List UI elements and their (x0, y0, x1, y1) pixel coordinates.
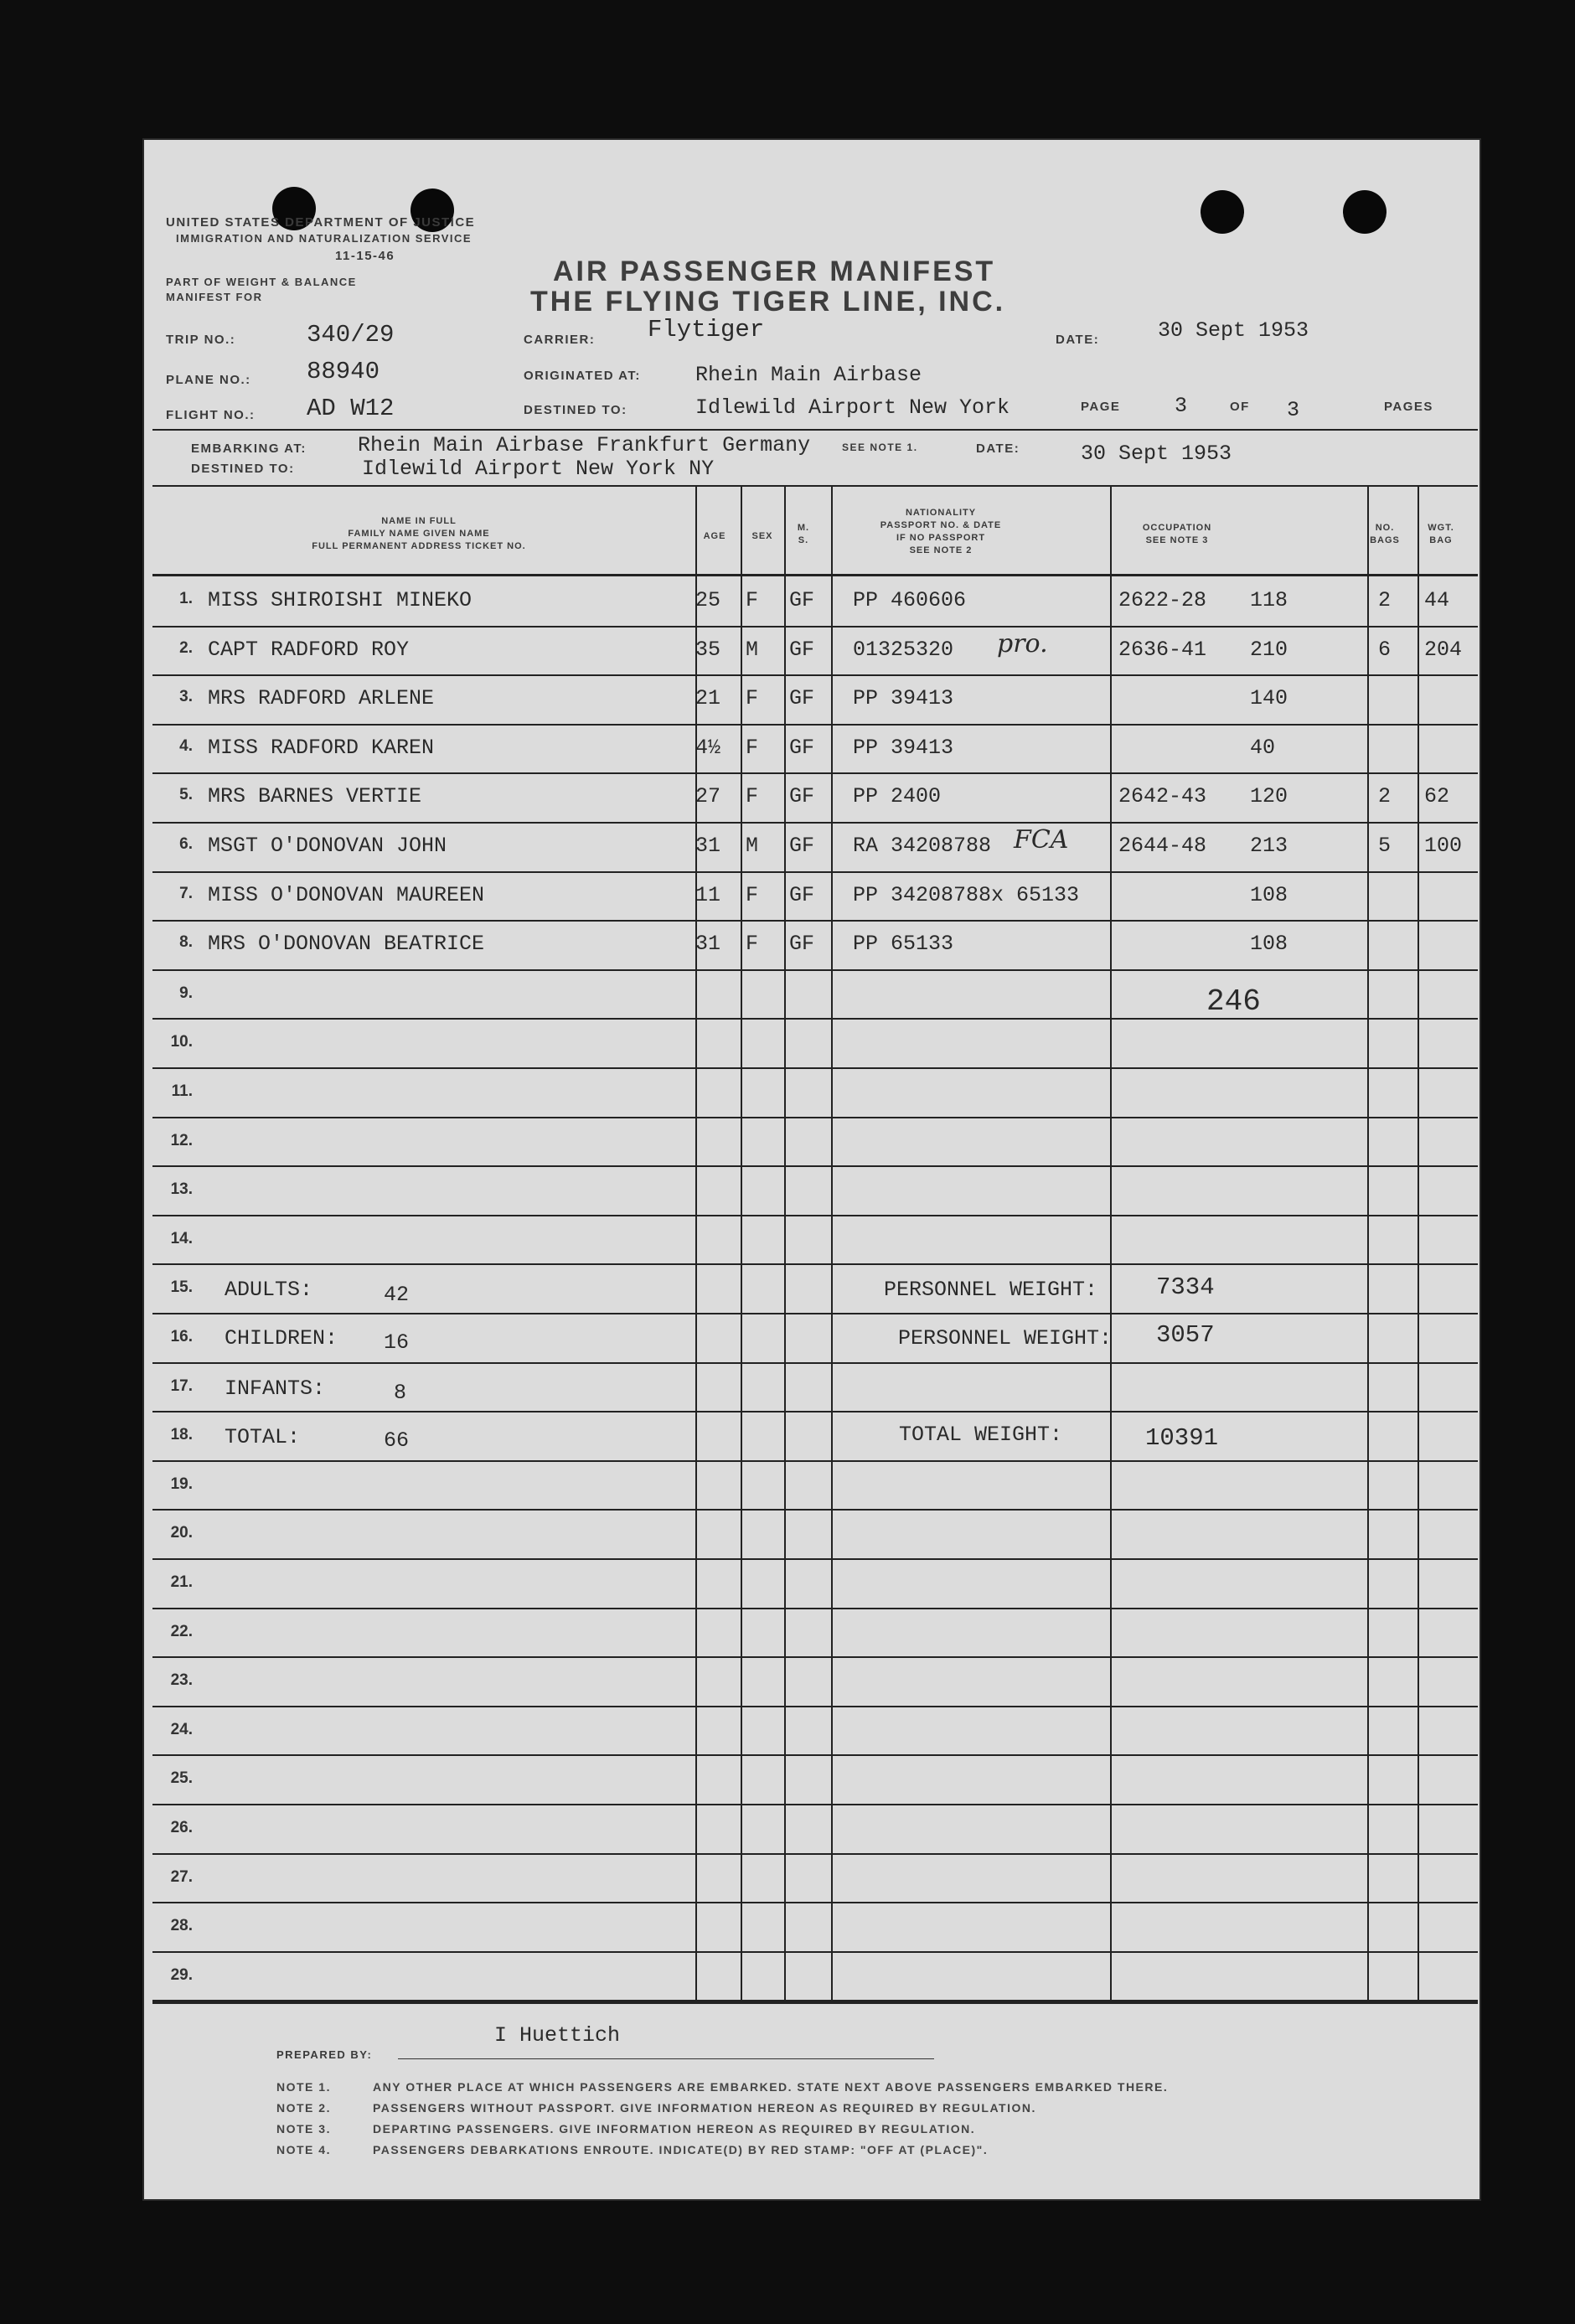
passenger-age: 11 (695, 883, 721, 907)
passenger-ms: GF (789, 588, 815, 612)
passenger-sex: M (746, 834, 759, 858)
grid-row-line (152, 1706, 1478, 1707)
row-number: 24. (170, 1721, 193, 1738)
row-number: 25. (170, 1769, 193, 1787)
total-weight-value: 10391 (1145, 1424, 1219, 1452)
passenger-ms: GF (789, 638, 815, 662)
grid-column-line (784, 485, 786, 2003)
passenger-passport: PP 2400 (853, 784, 942, 808)
row-number: 10. (170, 1033, 193, 1051)
row-number: 4. (179, 737, 193, 755)
passenger-age: 4½ (695, 736, 721, 760)
passenger-passport: PP 39413 (853, 686, 954, 710)
embark-destined-label: DESTINED TO: (191, 462, 295, 476)
form-number: 11-15-46 (335, 249, 395, 263)
col-name-header: NAME IN FULL FAMILY NAME GIVEN NAME FULL PERMANENT ADDRESS TICKET NO. (312, 516, 526, 551)
row-number: 3. (179, 688, 193, 705)
of-label: OF (1230, 400, 1250, 414)
originated-label: ORIGINATED AT: (524, 369, 641, 383)
page-label: PAGE (1081, 400, 1121, 414)
prepared-label: PREPARED BY: (276, 2048, 373, 2061)
col-age-header: AGE (703, 531, 726, 541)
grid-row-line (152, 574, 1478, 576)
row9-total: 246 (1206, 984, 1261, 1019)
passenger-name: MISS RADFORD KAREN (208, 736, 435, 760)
row-number: 17. (170, 1377, 193, 1395)
adults-value: 42 (384, 1283, 410, 1307)
passenger-passport: PP 65133 (853, 932, 954, 956)
grid-row-line (152, 724, 1478, 726)
trip-label: TRIP NO.: (166, 333, 236, 347)
passenger-bag-weight: 62 (1424, 784, 1450, 808)
grid-row-line (152, 1754, 1478, 1756)
grid-row-line (152, 871, 1478, 873)
carrier-title: THE FLYING TIGER LINE, INC. (530, 286, 1006, 318)
plane-label: PLANE NO.: (166, 373, 251, 387)
grid-column-line (1367, 485, 1369, 2003)
row-number: 6. (179, 835, 193, 853)
row-number: 8. (179, 933, 193, 951)
note-label: NOTE 2. (276, 2101, 331, 2115)
note-text: DEPARTING PASSENGERS. GIVE INFORMATION HEREON AS REQUIRED BY REGULATION. (373, 2122, 976, 2135)
handwritten-note: FCA (1014, 825, 1069, 855)
grid-row-line (152, 1656, 1478, 1658)
passenger-weight: 108 (1250, 883, 1288, 907)
pages-label: PAGES (1384, 400, 1433, 414)
dept-line1: UNITED STATES DEPARTMENT OF JUSTICE (166, 215, 476, 230)
dept-line2: IMMIGRATION AND NATURALIZATION SERVICE (176, 232, 472, 245)
passenger-occupation: 2622-28 (1118, 588, 1207, 612)
embark-destined-value: Idlewild Airport New York NY (362, 457, 715, 481)
grid-row-line (152, 1558, 1478, 1560)
passenger-sex: F (746, 784, 759, 808)
col-ms-header: M. S. (797, 523, 810, 545)
prepared-value: I Huettich (494, 2023, 621, 2048)
embark-date-value: 30 Sept 1953 (1081, 442, 1232, 466)
passenger-weight: 213 (1250, 834, 1288, 858)
passenger-passport: PP 460606 (853, 588, 967, 612)
embarking-label: EMBARKING AT: (191, 442, 307, 456)
passenger-sex: M (746, 638, 759, 662)
col-bags-header: NO. BAGS (1370, 523, 1400, 545)
row-number: 16. (170, 1328, 193, 1345)
passenger-name: MSGT O'DONOVAN JOHN (208, 834, 447, 858)
row-number: 15. (170, 1278, 193, 1296)
manifest-paper (142, 138, 1481, 2201)
passenger-occupation: 2644-48 (1118, 834, 1207, 858)
adults-label: ADULTS: (225, 1278, 313, 1302)
row-number: 7. (179, 885, 193, 902)
row-number: 11. (171, 1082, 193, 1100)
passenger-weight: 118 (1250, 588, 1288, 612)
rule (152, 485, 1478, 487)
row-number: 29. (170, 1966, 193, 1984)
passenger-occupation: 2642-43 (1118, 784, 1207, 808)
passenger-age: 31 (695, 932, 721, 956)
grid-column-line (1110, 485, 1112, 2003)
passenger-age: 31 (695, 834, 721, 858)
grid-row-line (152, 1165, 1478, 1167)
note-label: NOTE 4. (276, 2143, 331, 2156)
plane-value: 88940 (307, 358, 380, 385)
handwritten-note: pro. (997, 629, 1048, 658)
col-nationality-header: NATIONALITY PASSPORT NO. & DATE IF NO PASSPORT SEE NOTE 2 (880, 508, 1002, 555)
passenger-ms: GF (789, 686, 815, 710)
passenger-sex: F (746, 932, 759, 956)
col-occupation-header: OCCUPATION SEE NOTE 3 (1142, 523, 1212, 545)
grid-row-line (152, 1951, 1478, 1953)
note-text: ANY OTHER PLACE AT WHICH PASSENGERS ARE EMBARKED. STATE NEXT ABOVE PASSENGERS EMBARKED THERE. (373, 2080, 1169, 2094)
grid-row-line (152, 1362, 1478, 1364)
row-number: 18. (170, 1426, 193, 1443)
grid-row-line (152, 1853, 1478, 1855)
date-label: DATE: (1056, 333, 1100, 347)
passenger-name: MRS O'DONOVAN BEATRICE (208, 932, 485, 956)
row-number: 2. (179, 639, 193, 657)
note-text: PASSENGERS WITHOUT PASSPORT. GIVE INFORMATION HEREON AS REQUIRED BY REGULATION. (373, 2101, 1036, 2115)
carrier-label: CARRIER: (524, 333, 596, 347)
embark-date-label: DATE: (976, 442, 1020, 456)
passenger-bags: 2 (1378, 588, 1392, 612)
trip-value: 340/29 (307, 321, 395, 349)
passenger-sex: F (746, 883, 759, 907)
total-weight-label: TOTAL WEIGHT: (899, 1423, 1063, 1447)
row-number: 13. (170, 1180, 193, 1198)
grid-row-line (152, 1313, 1478, 1314)
grid-column-line (741, 485, 742, 2003)
passenger-sex: F (746, 686, 759, 710)
passenger-passport: PP 34208788x 65133 (853, 883, 1080, 907)
rule (152, 429, 1478, 431)
grid-column-line (831, 485, 833, 2003)
passenger-bag-weight: 100 (1424, 834, 1463, 858)
grid-column-line (1418, 485, 1419, 2003)
flight-label: FLIGHT NO.: (166, 408, 256, 422)
passenger-weight: 120 (1250, 784, 1288, 808)
row-number: 9. (179, 984, 193, 1002)
grid-row-line (152, 969, 1478, 971)
passenger-bags: 5 (1378, 834, 1392, 858)
passenger-weight: 108 (1250, 932, 1288, 956)
passenger-bag-weight: 44 (1424, 588, 1450, 612)
grid-row-line (152, 1215, 1478, 1216)
passenger-occupation: 2636-41 (1118, 638, 1207, 662)
infants-label: INFANTS: (225, 1376, 326, 1401)
of-value: 3 (1287, 398, 1300, 422)
passenger-sex: F (746, 736, 759, 760)
passenger-age: 27 (695, 784, 721, 808)
passenger-name: CAPT RADFORD ROY (208, 638, 410, 662)
col-wgt-header: WGT. BAG (1428, 523, 1454, 545)
note-label: NOTE 1. (276, 2080, 331, 2094)
personnel-weight-label-2: PERSONNEL WEIGHT: (898, 1326, 1113, 1351)
manifest-title: AIR PASSENGER MANIFEST (553, 256, 996, 287)
infants-value: 8 (394, 1381, 407, 1405)
date-value: 30 Sept 1953 (1158, 318, 1309, 343)
grid-row-line (152, 920, 1478, 922)
passenger-bags: 2 (1378, 784, 1392, 808)
total-label: TOTAL: (225, 1425, 301, 1449)
passenger-weight: 210 (1250, 638, 1288, 662)
row-number: 20. (170, 1524, 193, 1542)
children-label: CHILDREN: (225, 1326, 338, 1351)
grid-row-line (152, 1117, 1478, 1118)
passenger-bags: 6 (1378, 638, 1392, 662)
personnel-weight-value-2: 3057 (1156, 1321, 1215, 1349)
weight-line2: MANIFEST FOR (166, 291, 263, 303)
passenger-name: MISS O'DONOVAN MAUREEN (208, 883, 485, 907)
row-number: 21. (170, 1573, 193, 1591)
grid-row-line (152, 1018, 1478, 1020)
passenger-weight: 140 (1250, 686, 1288, 710)
col-sex-header: SEX (751, 531, 773, 541)
grid-row-line (152, 1067, 1478, 1069)
passenger-ms: GF (789, 784, 815, 808)
punch-hole (1343, 190, 1387, 234)
row-number: 28. (170, 1917, 193, 1934)
note-label: NOTE 3. (276, 2122, 331, 2135)
destined-value: Idlewild Airport New York (695, 395, 1010, 420)
personnel-weight-value-1: 7334 (1156, 1273, 1215, 1301)
total-value: 66 (384, 1428, 410, 1453)
passenger-bag-weight: 204 (1424, 638, 1463, 662)
grid-row-line (152, 1509, 1478, 1511)
row-number: 23. (170, 1671, 193, 1689)
grid-row-line (152, 1263, 1478, 1265)
children-value: 16 (384, 1330, 410, 1355)
passenger-ms: GF (789, 736, 815, 760)
prepared-line (398, 2058, 934, 2059)
flight-value: AD W12 (307, 395, 395, 422)
passenger-name: MRS BARNES VERTIE (208, 784, 422, 808)
grid-column-line (695, 485, 697, 2003)
passenger-age: 35 (695, 638, 721, 662)
passenger-ms: GF (789, 883, 815, 907)
punch-hole (1201, 190, 1244, 234)
row-number: 5. (179, 786, 193, 803)
row-number: 27. (170, 1868, 193, 1886)
passenger-passport: 01325320 (853, 638, 954, 662)
grid-row-line (152, 626, 1478, 627)
passenger-name: MRS RADFORD ARLENE (208, 686, 435, 710)
personnel-weight-label-1: PERSONNEL WEIGHT: (884, 1278, 1098, 1302)
grid-row-line (152, 822, 1478, 824)
passenger-passport: PP 39413 (853, 736, 954, 760)
carrier-value: Flytiger (648, 316, 765, 343)
grid-row-line (152, 2001, 1478, 2004)
passenger-ms: GF (789, 834, 815, 858)
passenger-age: 25 (695, 588, 721, 612)
see-note-1: SEE NOTE 1. (842, 442, 918, 453)
grid-row-line (152, 1804, 1478, 1805)
row-number: 22. (170, 1623, 193, 1640)
row-number: 1. (179, 590, 193, 607)
passenger-name: MISS SHIROISHI MINEKO (208, 588, 472, 612)
embarking-value: Rhein Main Airbase Frankfurt Germany (358, 433, 811, 457)
grid-row-line (152, 772, 1478, 774)
row-number: 14. (170, 1230, 193, 1247)
destined-label: DESTINED TO: (524, 403, 627, 417)
passenger-age: 21 (695, 686, 721, 710)
note-text: PASSENGERS DEBARKATIONS ENROUTE. INDICATE(D) BY RED STAMP: "OFF AT (PLACE)". (373, 2143, 989, 2156)
passenger-ms: GF (789, 932, 815, 956)
grid-row-line (152, 1608, 1478, 1609)
page-value: 3 (1175, 394, 1188, 418)
grid-row-line (152, 1902, 1478, 1903)
row-number: 19. (170, 1475, 193, 1493)
row-number: 12. (170, 1132, 193, 1149)
passenger-weight: 40 (1250, 736, 1276, 760)
grid-row-line (152, 1460, 1478, 1462)
row-number: 26. (170, 1819, 193, 1836)
weight-line1: PART OF WEIGHT & BALANCE (166, 276, 357, 288)
grid-row-line (152, 1411, 1478, 1412)
grid-row-line (152, 674, 1478, 676)
originated-value: Rhein Main Airbase (695, 363, 922, 387)
passenger-sex: F (746, 588, 759, 612)
passenger-passport: RA 34208788 (853, 834, 992, 858)
